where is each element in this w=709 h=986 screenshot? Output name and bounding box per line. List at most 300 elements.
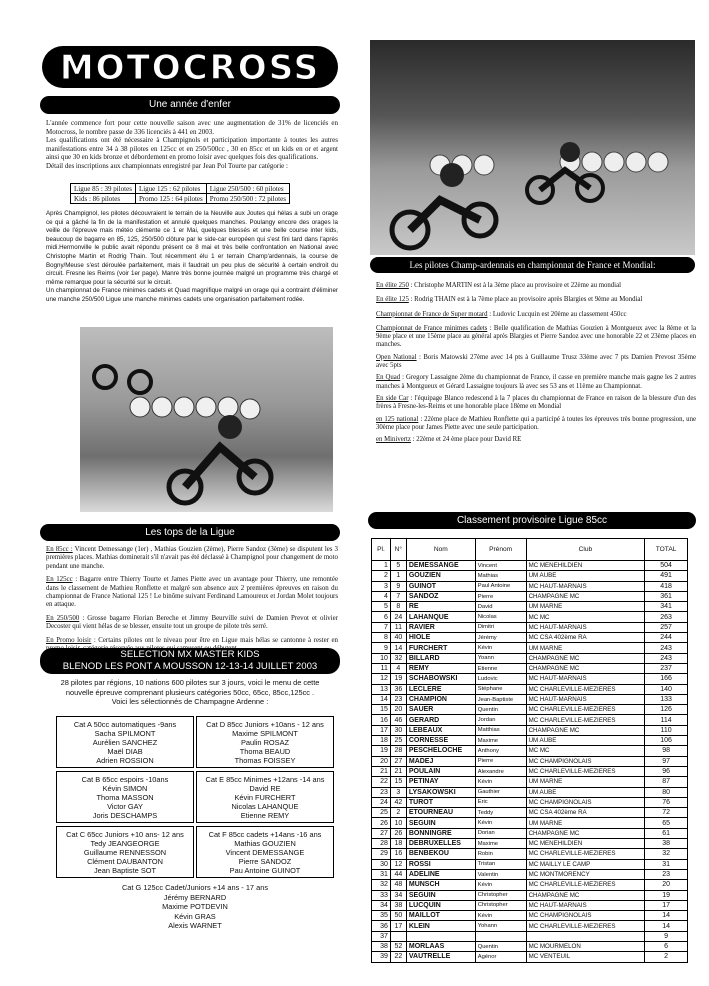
cat-e-title: Cat E 85cc Minimes +12ans -14 ans	[205, 775, 325, 784]
selected-rider: Thoma MASSON	[96, 793, 154, 802]
rank-cell: 18	[372, 736, 391, 746]
name-cell: MAILLOT	[406, 911, 475, 921]
col-header-pl: Pl.	[372, 539, 391, 561]
name-cell: LAHANQUE	[406, 612, 475, 622]
club-cell: CHAMPAGNE MC	[526, 591, 645, 601]
champ-label: Championnat de France de Super motard	[376, 310, 488, 318]
rank-cell: 1	[372, 561, 391, 571]
firstname-cell: Quentin	[475, 941, 526, 951]
classement-table-wrap	[371, 538, 688, 963]
selected-rider: Pau Antoine GUINOT	[229, 866, 301, 875]
champ-item	[376, 395, 696, 412]
classement-row	[372, 622, 688, 632]
club-cell: MC CHARLEVILLE-MEZIERES	[526, 921, 645, 931]
name-cell: MADEJ	[406, 756, 475, 766]
cat-a-title: Cat A 50cc automatiques -9ans	[73, 720, 177, 729]
club-cell: UM AUBE	[526, 571, 645, 581]
classement-row	[372, 931, 688, 941]
number-cell: 19	[390, 674, 406, 684]
number-cell: 50	[390, 911, 406, 921]
selected-rider: Paulin ROSAZ	[240, 738, 290, 747]
total-cell: 61	[645, 828, 688, 838]
rank-cell: 28	[372, 839, 391, 849]
name-cell: LECLERE	[406, 684, 475, 694]
rank-cell: 2	[372, 571, 391, 581]
classement-row	[372, 705, 688, 715]
club-cell: MC VENTEUIL	[526, 952, 645, 962]
club-cell	[526, 931, 645, 941]
cat-e-box	[196, 771, 334, 823]
number-cell: 30	[390, 725, 406, 735]
firstname-cell: Agénor	[475, 952, 526, 962]
number-cell: 36	[390, 684, 406, 694]
number-cell: 8	[390, 602, 406, 612]
name-cell: LEBEAUX	[406, 725, 475, 735]
col-header-nom: Nom	[406, 539, 475, 561]
rank-cell: 32	[372, 880, 391, 890]
number-cell: 28	[390, 746, 406, 756]
name-cell: MUNSCH	[406, 880, 475, 890]
total-cell: 32	[645, 849, 688, 859]
champ-item	[376, 354, 696, 371]
rank-cell: 31	[372, 869, 391, 879]
club-cell: MC HAUT-MARNAIS	[526, 900, 645, 910]
name-cell: RAVIER	[406, 622, 475, 632]
selected-rider: Nicolas LAHANQUE	[231, 802, 299, 811]
champ-label: Championnat de France minimes cadets	[376, 324, 488, 332]
classement-row	[372, 818, 688, 828]
number-cell: 27	[390, 756, 406, 766]
total-cell: 72	[645, 808, 688, 818]
intro-p2: Les qualifications ont été nécessaire à Champignols et participation importante à toutes les autres manifestations entre 34 à 38 pilotes en 125cc et en 250/500cc , 30 en 85cc et un kids en or et argent ainsi que 30 en kids bronze et débordement en promo loisir avec quelques fois des qualifications.	[46, 136, 338, 162]
tops-text	[46, 546, 338, 653]
selected-rider: Joris DESCHAMPS	[92, 811, 158, 820]
rank-cell: 27	[372, 828, 391, 838]
firstname-cell: Jordan	[475, 715, 526, 725]
rank-cell: 11	[372, 663, 391, 673]
firstname-cell: Jean-Baptiste	[475, 694, 526, 704]
club-cell: MC MENEHILDIEN	[526, 561, 645, 571]
intro-p3: Détail des inscriptions aux championnats enregistré par Jean Pol Tourte par catégorie :	[46, 161, 288, 170]
name-cell: SAUER	[406, 705, 475, 715]
col-header-num: N°	[390, 539, 406, 561]
selected-rider: Thoma BEAUD	[239, 747, 291, 756]
champ-text: : Boris Matowski 27ème avec 14 pts à Guillaume Trusz 33ème avec 7 pts Damien Prevost 35ème avec 5pts	[376, 353, 697, 370]
total-cell: 243	[645, 643, 688, 653]
cat-cell: Promo 250/500 : 72 pilotes	[206, 194, 289, 204]
champ-label: En side Car	[376, 394, 409, 402]
classement-row	[372, 766, 688, 776]
champ-text: : Gregory Lassaigne 2ème du championnat de France, il casse en première manche mais gagne les 2 autres manches à Montgueux et Gérard Lassaigne toujours là avec ses 53 ans et 11ème au Championnat.	[376, 374, 697, 390]
rank-cell: 12	[372, 674, 391, 684]
cat-f-box	[196, 826, 334, 878]
classement-row	[372, 715, 688, 725]
rank-cell: 15	[372, 705, 391, 715]
selected-rider: Jean Baptiste SOT	[93, 866, 157, 875]
rank-cell: 5	[372, 602, 391, 612]
name-cell: TUROT	[406, 797, 475, 807]
club-cell: MC MOURMELON	[526, 941, 645, 951]
total-cell: 263	[645, 612, 688, 622]
champ-text: : Rodrig THAIN est à la 7ème place au provisoire après Blargies et 9ème au Mondial	[410, 296, 643, 304]
name-cell: BENBEKOU	[406, 849, 475, 859]
cat-a-box	[56, 716, 194, 768]
name-cell: CORNESSE	[406, 736, 475, 746]
rank-cell: 3	[372, 581, 391, 591]
rank-cell: 33	[372, 890, 391, 900]
section-heading-annee: Une année d'enfer	[40, 96, 340, 114]
number-cell: 46	[390, 715, 406, 725]
number-cell: 11	[390, 622, 406, 632]
club-cell: CHAMPAGNE MC	[526, 890, 645, 900]
firstname-cell: Mathias	[475, 571, 526, 581]
champ-text: : 22ème et 24 ème place pour David RE	[412, 436, 522, 444]
motocross-logo	[40, 40, 340, 92]
selected-rider: Pierre SANDOZ	[238, 857, 292, 866]
selection-intro-1: 28 pilotes par régions, 10 nations 600 pilotes sur 3 jours, voici le menu de cette	[60, 678, 320, 687]
total-cell: 341	[645, 602, 688, 612]
rank-cell: 14	[372, 694, 391, 704]
number-cell: 9	[390, 581, 406, 591]
champ-text: : 22ème place de Mathieu Ronflette qui a participé à toutes les épreuves très bonne progression, une 30ème place pour James Piette avec une seule participation.	[376, 415, 696, 431]
rank-cell: 25	[372, 808, 391, 818]
cat-c-title: Cat C 65cc Juniors +10 ans- 12 ans	[66, 830, 184, 839]
firstname-cell: Anthony	[475, 746, 526, 756]
number-cell: 4	[390, 663, 406, 673]
rank-cell: 38	[372, 941, 391, 951]
number-cell: 1	[390, 571, 406, 581]
cat-cell: Ligue 250/500 : 60 pilotes	[206, 184, 289, 194]
club-cell: UM MARNE	[526, 643, 645, 653]
classement-row	[372, 828, 688, 838]
selection-intro	[40, 678, 340, 707]
club-cell: UM AUBE	[526, 736, 645, 746]
firstname-cell: Nicolas	[475, 612, 526, 622]
firstname-cell: Yoann	[475, 653, 526, 663]
rank-cell: 6	[372, 612, 391, 622]
classement-row	[372, 736, 688, 746]
classement-row	[372, 643, 688, 653]
rank-cell: 29	[372, 849, 391, 859]
number-cell: 3	[390, 787, 406, 797]
number-cell: 24	[390, 612, 406, 622]
cat-cell: Ligue 85 : 39 pilotes	[71, 184, 136, 194]
total-cell: 166	[645, 674, 688, 684]
rank-cell: 9	[372, 643, 391, 653]
club-cell: MC MC	[526, 746, 645, 756]
cat-b-box	[56, 771, 194, 823]
inscriptions-row	[71, 184, 290, 194]
total-cell: 237	[645, 663, 688, 673]
name-cell: SEGUIN	[406, 818, 475, 828]
total-cell: 38	[645, 839, 688, 849]
club-cell: MC MONTMORENCY	[526, 869, 645, 879]
rank-cell: 20	[372, 756, 391, 766]
classement-row	[372, 633, 688, 643]
championnat-text	[376, 282, 696, 444]
club-cell: CHAMPAGNE MC	[526, 663, 645, 673]
rank-cell: 8	[372, 633, 391, 643]
body-p4: Après Champignol, les pilotes découvraient le terrain de la Neuville aux Joutes qui hélas a subi un orage ce qui a gâché la fin de la manifestation et annulé quelques manches. Poulangy encore des orages la veille de l'épreuve mais météo clémente ce 1 er Mai, quelques blessés et une belle course inter kids, beaucoup de bagarre en 85, 125, 250/500 clôture par le side-car européen qui s'est fini tard dans l'après midi.Hermonville le public avait répondu présent ce 8 mai et très belle confrontation en National avec Christophe Martin et Rodrig Thain. Tout récemment élu 1 er terrain Champ'ardennais, la course de Bogny/Meuse s'est déroulée parfaitement, mais il faudrait un peu plus de sécurité à certain endroit du circuit. Fresne les Reims (voir 1er page). Manre très bonne journée malgré un programme très chargé et même remarque pour la sécurité sur le circuit.	[46, 210, 338, 286]
rank-cell: 30	[372, 859, 391, 869]
name-cell: LYSAKOWSKI	[406, 787, 475, 797]
total-cell: 418	[645, 581, 688, 591]
classement-row	[372, 797, 688, 807]
page-title	[40, 40, 340, 92]
rank-cell: 34	[372, 900, 391, 910]
classement-row	[372, 869, 688, 879]
champ-text: : Christophe MARTIN est à la 3ème place au provisoire et 22ème au mondial	[410, 282, 621, 289]
number-cell: 52	[390, 941, 406, 951]
classement-row	[372, 777, 688, 787]
total-cell: 257	[645, 622, 688, 632]
number-cell: 44	[390, 869, 406, 879]
number-cell: 15	[390, 777, 406, 787]
champ-label: Open National	[376, 353, 417, 361]
classement-header	[372, 539, 688, 561]
col-header-club: Club	[526, 539, 645, 561]
section-heading-championnat: Les pilotes Champ-ardennais en championnat de France et Mondial:	[370, 257, 695, 273]
club-cell: MC CSA 402ème RA	[526, 633, 645, 643]
champ-text: : Belle qualification de Mathias Gouzien à Montgueux avec la 8ème et la 9ème place et une 15ème place au général après Blargies et Pierre Sandoz avec une honorable 22 et 23ème places en manches.	[376, 324, 696, 349]
rank-cell: 17	[372, 725, 391, 735]
number-cell: 38	[390, 900, 406, 910]
name-cell: PETINAY	[406, 777, 475, 787]
selected-rider: Guillaume RENNESSON	[83, 848, 167, 857]
firstname-cell: Paul Antoine	[475, 581, 526, 591]
tops-promo-label: En Promo loisir	[46, 636, 92, 644]
name-cell: RE	[406, 602, 475, 612]
club-cell: MC CHARLEVILLE-MEZIERES	[526, 766, 645, 776]
classement-row	[372, 602, 688, 612]
champ-item	[376, 416, 696, 433]
number-cell: 20	[390, 705, 406, 715]
name-cell: BILLARD	[406, 653, 475, 663]
name-cell: SEGUIN	[406, 890, 475, 900]
name-cell: HIOLE	[406, 633, 475, 643]
tops-85	[46, 546, 338, 571]
firstname-cell: Dimitri	[475, 622, 526, 632]
firstname-cell: Stéphane	[475, 684, 526, 694]
number-cell: 25	[390, 736, 406, 746]
rank-cell: 16	[372, 715, 391, 725]
selected-rider: Maxime POTDEVIN	[162, 902, 228, 912]
firstname-cell: Alexandre	[475, 766, 526, 776]
classement-body	[372, 561, 688, 963]
club-cell: MC CHAMPIGNOLAIS	[526, 797, 645, 807]
name-cell: BONNINGRE	[406, 828, 475, 838]
name-cell: LUCQUIN	[406, 900, 475, 910]
club-cell: MC CHARLEVILLE-MEZIERES	[526, 880, 645, 890]
firstname-cell: Kévin	[475, 643, 526, 653]
rank-cell: 7	[372, 622, 391, 632]
number-cell: 2	[390, 808, 406, 818]
classement-row	[372, 684, 688, 694]
club-cell: CHAMPAGNE MC	[526, 828, 645, 838]
champ-item	[376, 374, 696, 391]
selected-rider: Clément DAUBANTON	[87, 857, 163, 866]
cat-g-title: Cat G 125cc Cadet/Juniors +14 ans - 17 ans	[121, 883, 269, 892]
classement-row	[372, 581, 688, 591]
number-cell: 42	[390, 797, 406, 807]
name-cell: CHAMPION	[406, 694, 475, 704]
inscriptions-table	[70, 183, 290, 204]
number-cell: 7	[390, 591, 406, 601]
cat-d-title: Cat D 85cc Juniors +10ans - 12 ans	[206, 720, 324, 729]
firstname-cell: Matthias	[475, 725, 526, 735]
rank-cell: 26	[372, 818, 391, 828]
name-cell: FURCHERT	[406, 643, 475, 653]
selected-rider: Alexis WARNET	[168, 921, 222, 931]
name-cell: PESCHELOCHE	[406, 746, 475, 756]
club-cell: UM AUBE	[526, 787, 645, 797]
number-cell: 48	[390, 880, 406, 890]
name-cell: ROSSI	[406, 859, 475, 869]
total-cell: 14	[645, 921, 688, 931]
rank-cell: 23	[372, 787, 391, 797]
number-cell: 34	[390, 890, 406, 900]
rank-cell: 37	[372, 931, 391, 941]
article-body	[46, 210, 338, 305]
firstname-cell: Kévin	[475, 880, 526, 890]
club-cell: MC CHARLEVILLE-MEZIERES	[526, 705, 645, 715]
firstname-cell: Christopher	[475, 900, 526, 910]
firstname-cell: Dorian	[475, 828, 526, 838]
classement-row	[372, 694, 688, 704]
selection-intro-2: nouvelle épreuve comprenant plusieurs catégories 50cc, 65cc, 85cc,125cc .	[65, 687, 315, 697]
body-p5: Un championnat de France minimes cadets et Quad magnifique malgré un orage qui a contraint d'éliminer une manche 250/500 Ligue une manche minimes cadets une organisation parfaitement rodée.	[46, 287, 338, 303]
number-cell: 18	[390, 839, 406, 849]
selected-rider: Adrien ROSSION	[96, 756, 154, 765]
total-cell: 114	[645, 715, 688, 725]
rank-cell: 13	[372, 684, 391, 694]
intro-p1: L'année commence fort pour cette nouvelle saison avec une augmentation de 31% de licenciés en Motocross, le nombre passe de 336 licenciés à 441 en 2003.	[46, 119, 338, 136]
classement-row	[372, 952, 688, 962]
champ-item	[376, 296, 696, 304]
classement-row	[372, 808, 688, 818]
selected-rider: Etienne REMY	[240, 811, 290, 820]
firstname-cell: Yohann	[475, 921, 526, 931]
total-cell: 9	[645, 931, 688, 941]
section-heading-tops: Les tops de la Ligue	[40, 524, 340, 541]
selected-rider: Jérémy BERNARD	[163, 892, 227, 902]
total-cell: 31	[645, 859, 688, 869]
champ-item	[376, 311, 696, 319]
classement-row	[372, 787, 688, 797]
classement-row	[372, 941, 688, 951]
total-cell: 244	[645, 633, 688, 643]
cat-g-block	[56, 883, 334, 931]
firstname-cell: Pierre	[475, 756, 526, 766]
name-cell: GUINOT	[406, 581, 475, 591]
selected-rider: Maël DIAB	[107, 747, 143, 756]
firstname-cell: David	[475, 602, 526, 612]
classement-row	[372, 591, 688, 601]
cat-cell: Kids : 86 pilotes	[71, 194, 136, 204]
classement-row	[372, 890, 688, 900]
classement-row	[372, 674, 688, 684]
champ-label: En élite 250	[376, 282, 409, 289]
number-cell: 40	[390, 633, 406, 643]
firstname-cell: Kévin	[475, 777, 526, 787]
classement-row	[372, 849, 688, 859]
number-cell: 23	[390, 694, 406, 704]
total-cell: 87	[645, 777, 688, 787]
club-cell: CHAMPAGNE MC	[526, 653, 645, 663]
firstname-cell: Robin	[475, 849, 526, 859]
classement-row	[372, 900, 688, 910]
name-cell: ETOURNEAU	[406, 808, 475, 818]
cat-c-box	[56, 826, 194, 878]
champ-label: En élite 125	[376, 296, 409, 304]
club-cell: MC HAUT-MARNAIS	[526, 581, 645, 591]
club-cell: MC HAUT-MARNAIS	[526, 694, 645, 704]
club-cell: MC CHAMPIGNOLAIS	[526, 911, 645, 921]
club-cell: MC MC	[526, 612, 645, 622]
number-cell: 26	[390, 828, 406, 838]
classement-row	[372, 725, 688, 735]
firstname-cell: Quentin	[475, 705, 526, 715]
firstname-cell: Valentin	[475, 869, 526, 879]
total-cell: 17	[645, 900, 688, 910]
firstname-cell: Gauthier	[475, 787, 526, 797]
name-cell: GERARD	[406, 715, 475, 725]
number-cell: 10	[390, 818, 406, 828]
rank-cell: 36	[372, 921, 391, 931]
total-cell: 80	[645, 787, 688, 797]
firstname-cell: Christopher	[475, 890, 526, 900]
cat-cell: Ligue 125 : 62 pilotes	[135, 184, 206, 194]
firstname-cell: Maxime	[475, 736, 526, 746]
rank-cell: 24	[372, 797, 391, 807]
total-cell: 2	[645, 952, 688, 962]
firstname-cell: Kévin	[475, 911, 526, 921]
total-cell: 126	[645, 705, 688, 715]
champ-item	[376, 282, 696, 290]
cat-b-title: Cat B 65cc espoirs -10ans	[81, 775, 169, 784]
name-cell: ADELINE	[406, 869, 475, 879]
rank-cell: 4	[372, 591, 391, 601]
classement-row	[372, 921, 688, 931]
total-cell: 23	[645, 869, 688, 879]
club-cell: MC CHARLEVILLE-MEZIERES	[526, 715, 645, 725]
selected-rider: Maxime SPILMONT	[232, 729, 298, 738]
number-cell: 16	[390, 849, 406, 859]
firstname-cell: Vincent	[475, 561, 526, 571]
name-cell: SANDOZ	[406, 591, 475, 601]
firstname-cell: Etienne	[475, 663, 526, 673]
firstname-cell: Ludovic	[475, 674, 526, 684]
name-cell: DEMESSANGE	[406, 561, 475, 571]
classement-row	[372, 880, 688, 890]
total-cell: 491	[645, 571, 688, 581]
total-cell: 106	[645, 736, 688, 746]
selection-title: SELECTION MX MASTER KIDS	[120, 649, 260, 660]
name-cell: DEBRUXELLES	[406, 839, 475, 849]
name-cell	[406, 931, 475, 941]
firstname-cell: Kévin	[475, 818, 526, 828]
classement-row	[372, 561, 688, 571]
champ-label: en 125 national	[376, 415, 419, 423]
rank-cell: 19	[372, 746, 391, 756]
number-cell: 17	[390, 921, 406, 931]
club-cell: UM MARNE	[526, 777, 645, 787]
classement-row	[372, 746, 688, 756]
number-cell: 12	[390, 859, 406, 869]
total-cell: 243	[645, 653, 688, 663]
name-cell: POULAIN	[406, 766, 475, 776]
article-intro	[46, 119, 338, 171]
